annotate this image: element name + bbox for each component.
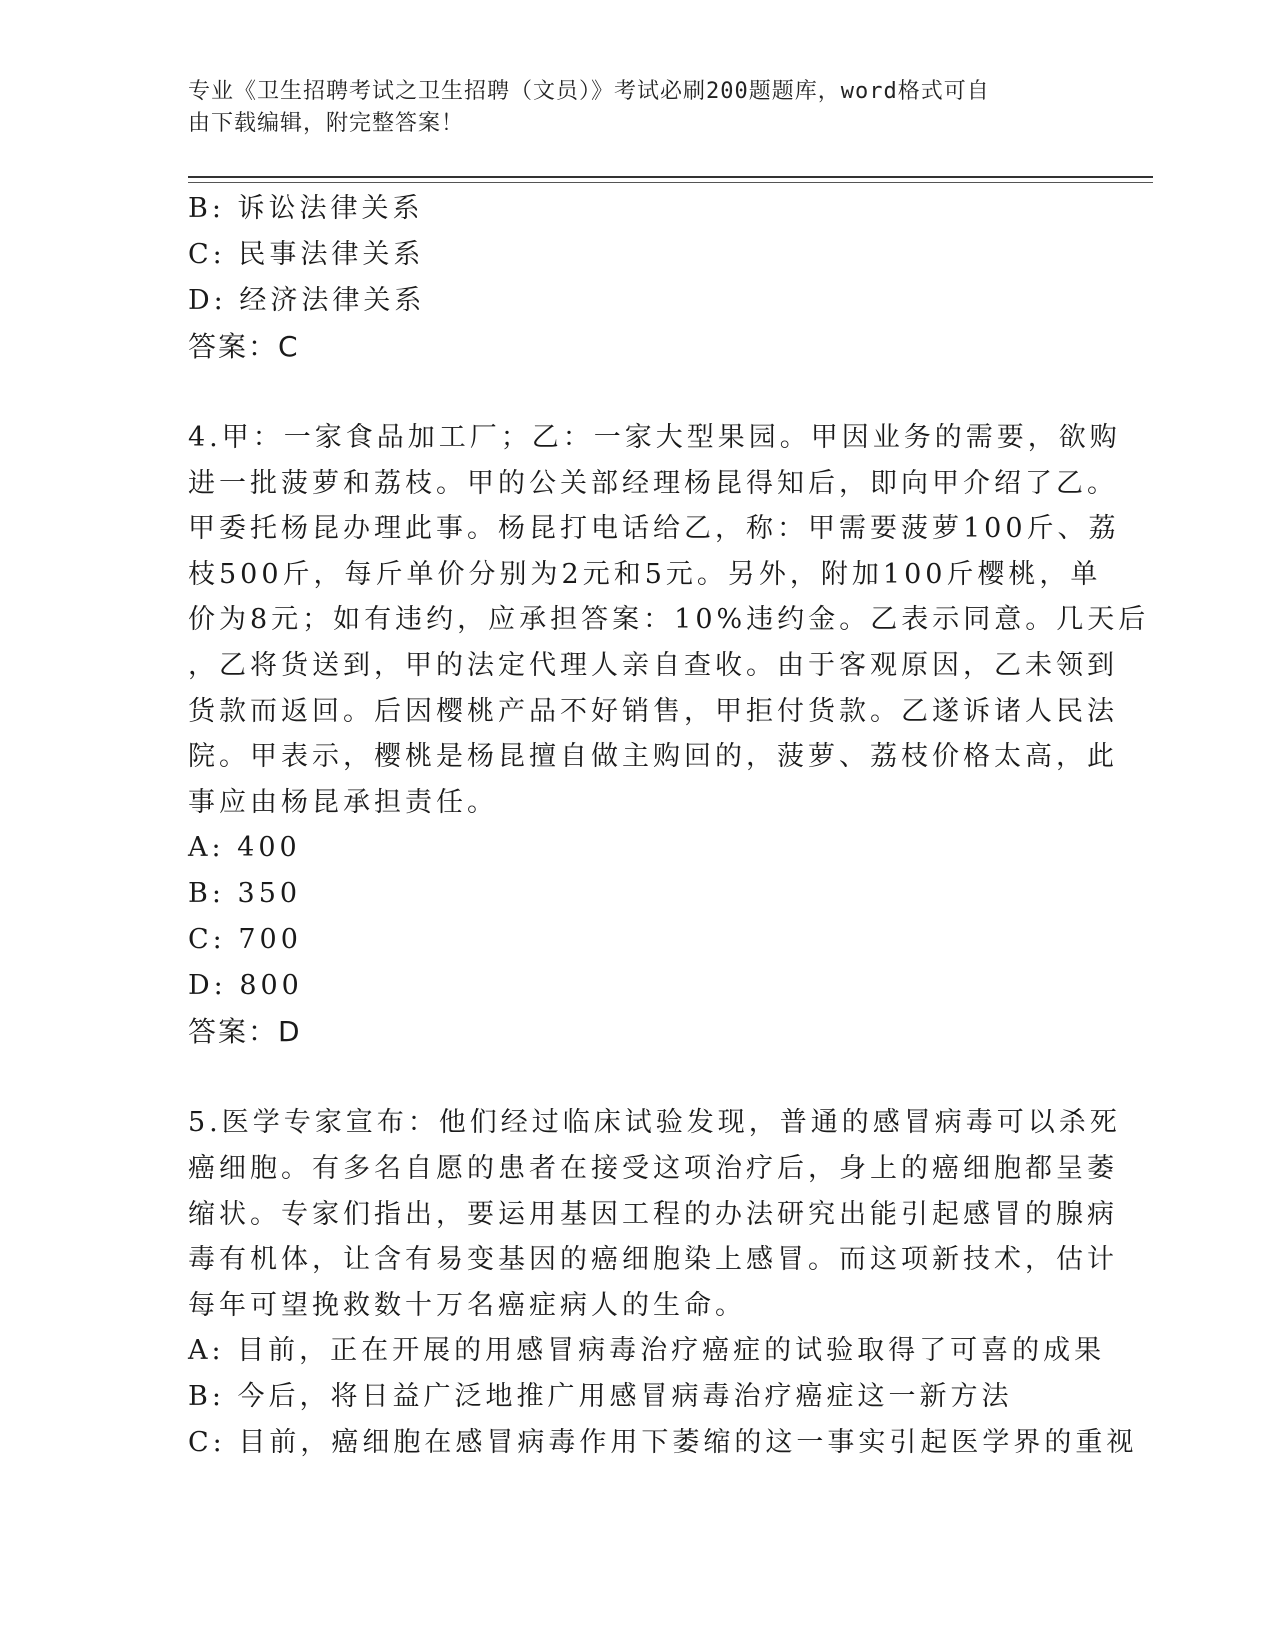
question-3-options [188,186,1088,324]
question-text-line: 癌细胞。有多名自愿的患者在接受这项治疗后，身上的癌细胞都呈萎 [188,1152,1118,1184]
question-text-line: ，乙将货送到，甲的法定代理人亲自查收。由于客观原因，乙未领到 [188,649,1118,681]
question-text-line: 进一批菠萝和荔枝。甲的公关部经理杨昆得知后，即向甲介绍了乙。 [188,467,1118,499]
question-text-line: 院。甲表示，樱桃是杨昆擅自做主购回的，菠萝、荔枝价格太高，此 [188,741,1118,773]
question-4-text [188,415,1150,825]
question-3-answer: 答案：C [188,330,300,363]
question-text-line: 事应由杨昆承担责任。 [188,786,498,818]
option-b: B: 350 [188,878,302,910]
page-header [188,76,1068,140]
question-4-answer: 答案：D [188,1015,302,1049]
option-c: C: 700 [188,924,302,956]
option-d: D: 经济法律关系 [188,285,426,316]
header-divider-thin [188,182,1153,183]
document-body [188,186,1150,1466]
question-text-line: 货款而返回。后因樱桃产品不好销售，甲拒付货款。乙遂诉诸人民法 [188,695,1118,727]
question-text-line: 5.医学专家宣布：他们经过临床试验发现，普通的感冒病毒可以杀死 [188,1107,1121,1139]
option-b: B: 诉讼法律关系 [188,193,424,224]
header-divider-thick [188,176,1153,178]
question-text-line: 4.甲：一家食品加工厂；乙：一家大型果园。甲因业务的需要，欲购 [188,422,1121,453]
option-b: B: 今后，将日益广泛地推广用感冒病毒治疗癌症这一新方法 [188,1381,1013,1413]
option-a: A: 目前，正在开展的用感冒病毒治疗癌症的试验取得了可喜的成果 [188,1335,1106,1367]
question-text-line: 甲委托杨昆办理此事。杨昆打电话给乙，称：甲需要菠萝100斤、荔 [188,513,1120,545]
header-line-2: 由下载编辑，附完整答案！ [188,111,465,136]
question-5-options [188,1328,1138,1466]
question-text-line: 缩状。专家们指出，要运用基因工程的办法研究出能引起感冒的腺病 [188,1198,1118,1230]
question-text-line: 每年可望挽救数十万名癌症病人的生命。 [188,1289,746,1321]
question-text-line: 价为8元；如有违约，应承担答案：10%违约金。乙表示同意。几天后 [188,604,1150,636]
spacer [188,1055,1088,1100]
question-5-text [188,1100,1121,1328]
option-d: D: 800 [188,970,303,1002]
option-c: C: 民事法律关系 [188,239,425,270]
question-4-options [188,825,1088,1009]
question-text-line: 枝500斤，每斤单价分别为2元和5元。另外，附加100斤樱桃，单 [188,558,1102,590]
option-a: A: 400 [188,832,301,864]
question-text-line: 毒有机体，让含有易变基因的癌细胞染上感冒。而这项新技术，估计 [188,1244,1118,1276]
header-line-1: 专业《卫生招聘考试之卫生招聘（文员）》考试必刷200题题库，word格式可自 [188,79,990,104]
option-c: C: 目前，癌细胞在感冒病毒作用下萎缩的这一事实引起医学界的重视 [188,1427,1138,1459]
spacer [188,370,1088,415]
